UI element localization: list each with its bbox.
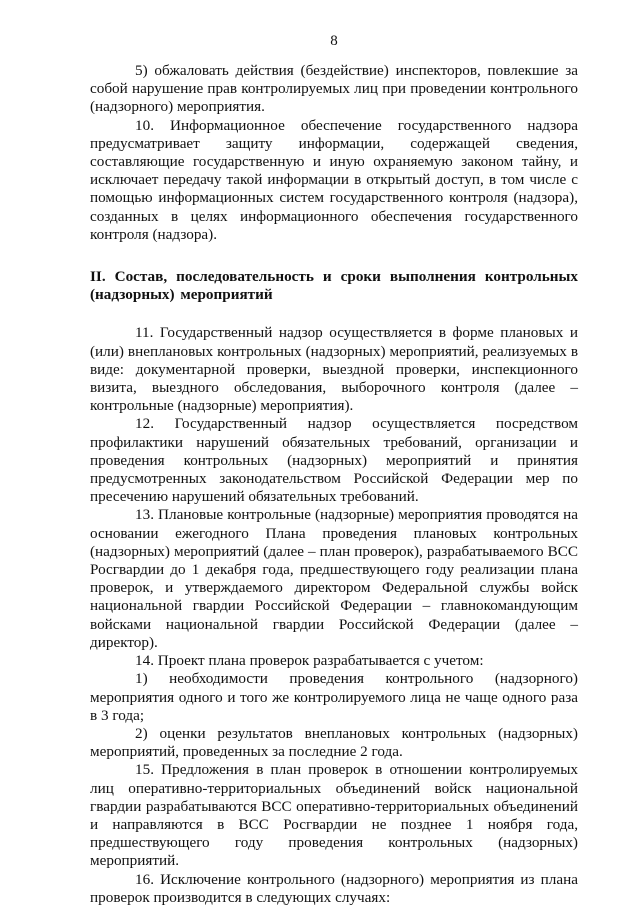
- paragraph-14: 14. Проект плана проверок разрабатывается с учетом:: [135, 652, 484, 670]
- paragraph-14-item-2: 2) оценки результатов внеплановых контрольных (надзорных) мероприятий, проведенных за последние 2 года.: [90, 724, 578, 761]
- section-heading: II. Состав, последовательность и сроки выполнения контрольных (надзорных) мероприятий: [90, 268, 578, 304]
- paragraph-11: 11. Государственный надзор осуществляется в форме плановых и (или) внеплановых контрольных (надзорных) мероприятий, реализуемых в виде: документарной проверки, выездной проверки, инспекционного визита, выездного обследования, выборочного контроля (далее – контрольные (надзорные) мероприятия).: [90, 324, 578, 415]
- paragraph-15: 15. Предложения в план проверок в отношении контролируемых лиц оперативно-территориальных объединений войск национальной гвардии разрабатываются ВСС оперативно-территориальных объединений и направляются в ВСС Росгвардии не позднее 1 ноября года, предшествующего году проведения контрольных (надзорных) мероприятий.: [90, 761, 578, 870]
- document-body: [90, 62, 578, 907]
- paragraph-16: 16. Исключение контрольного (надзорного) мероприятия из плана проверок производится в следующих случаях:: [90, 870, 578, 906]
- paragraph-clause-5: 5) обжаловать действия (бездействие) инспекторов, повлекшие за собой нарушение прав контролируемых лиц при проведении контрольного (надзорного) мероприятия.: [90, 62, 578, 116]
- paragraph-14-item-1: 1) необходимости проведения контрольного (надзорного) мероприятия одного и того же контролируемого лица не чаще одного раза в 3 года;: [90, 670, 578, 724]
- paragraph-12: 12. Государственный надзор осуществляется посредством профилактики нарушений обязательных требований, организации и проведения контрольных (надзорных) мероприятий и принятия предусмотренных законодательством Российской Федерации мер по пресечению нарушений обязательных требований.: [90, 415, 578, 506]
- paragraph-10: 10. Информационное обеспечение государственного надзора предусматривает защиту информации, содержащей сведения, составляющие государственную и иную охраняемую законом тайну, и исключает передачу такой информации в открытый доступ, в том числе с помощью информационных систем государственного контроля (надзора), созданных в целях информационного обеспечения государственного контроля (надзора).: [90, 116, 578, 243]
- page-number: 8: [330, 33, 338, 49]
- paragraph-13: 13. Плановые контрольные (надзорные) мероприятия проводятся на основании ежегодного Плана проведения плановых контрольных (надзорных) мероприятий (далее – план проверок), разрабатываемого ВСС Росгвардии до 1 декабря года, предшествующего году реализации плана проверок, и утверждаемого директором Федеральной службы войск национальной гвардии Российской Федерации – главнокомандующим войсками национальной гвардии Российской Федерации (далее – директор).: [90, 506, 578, 651]
